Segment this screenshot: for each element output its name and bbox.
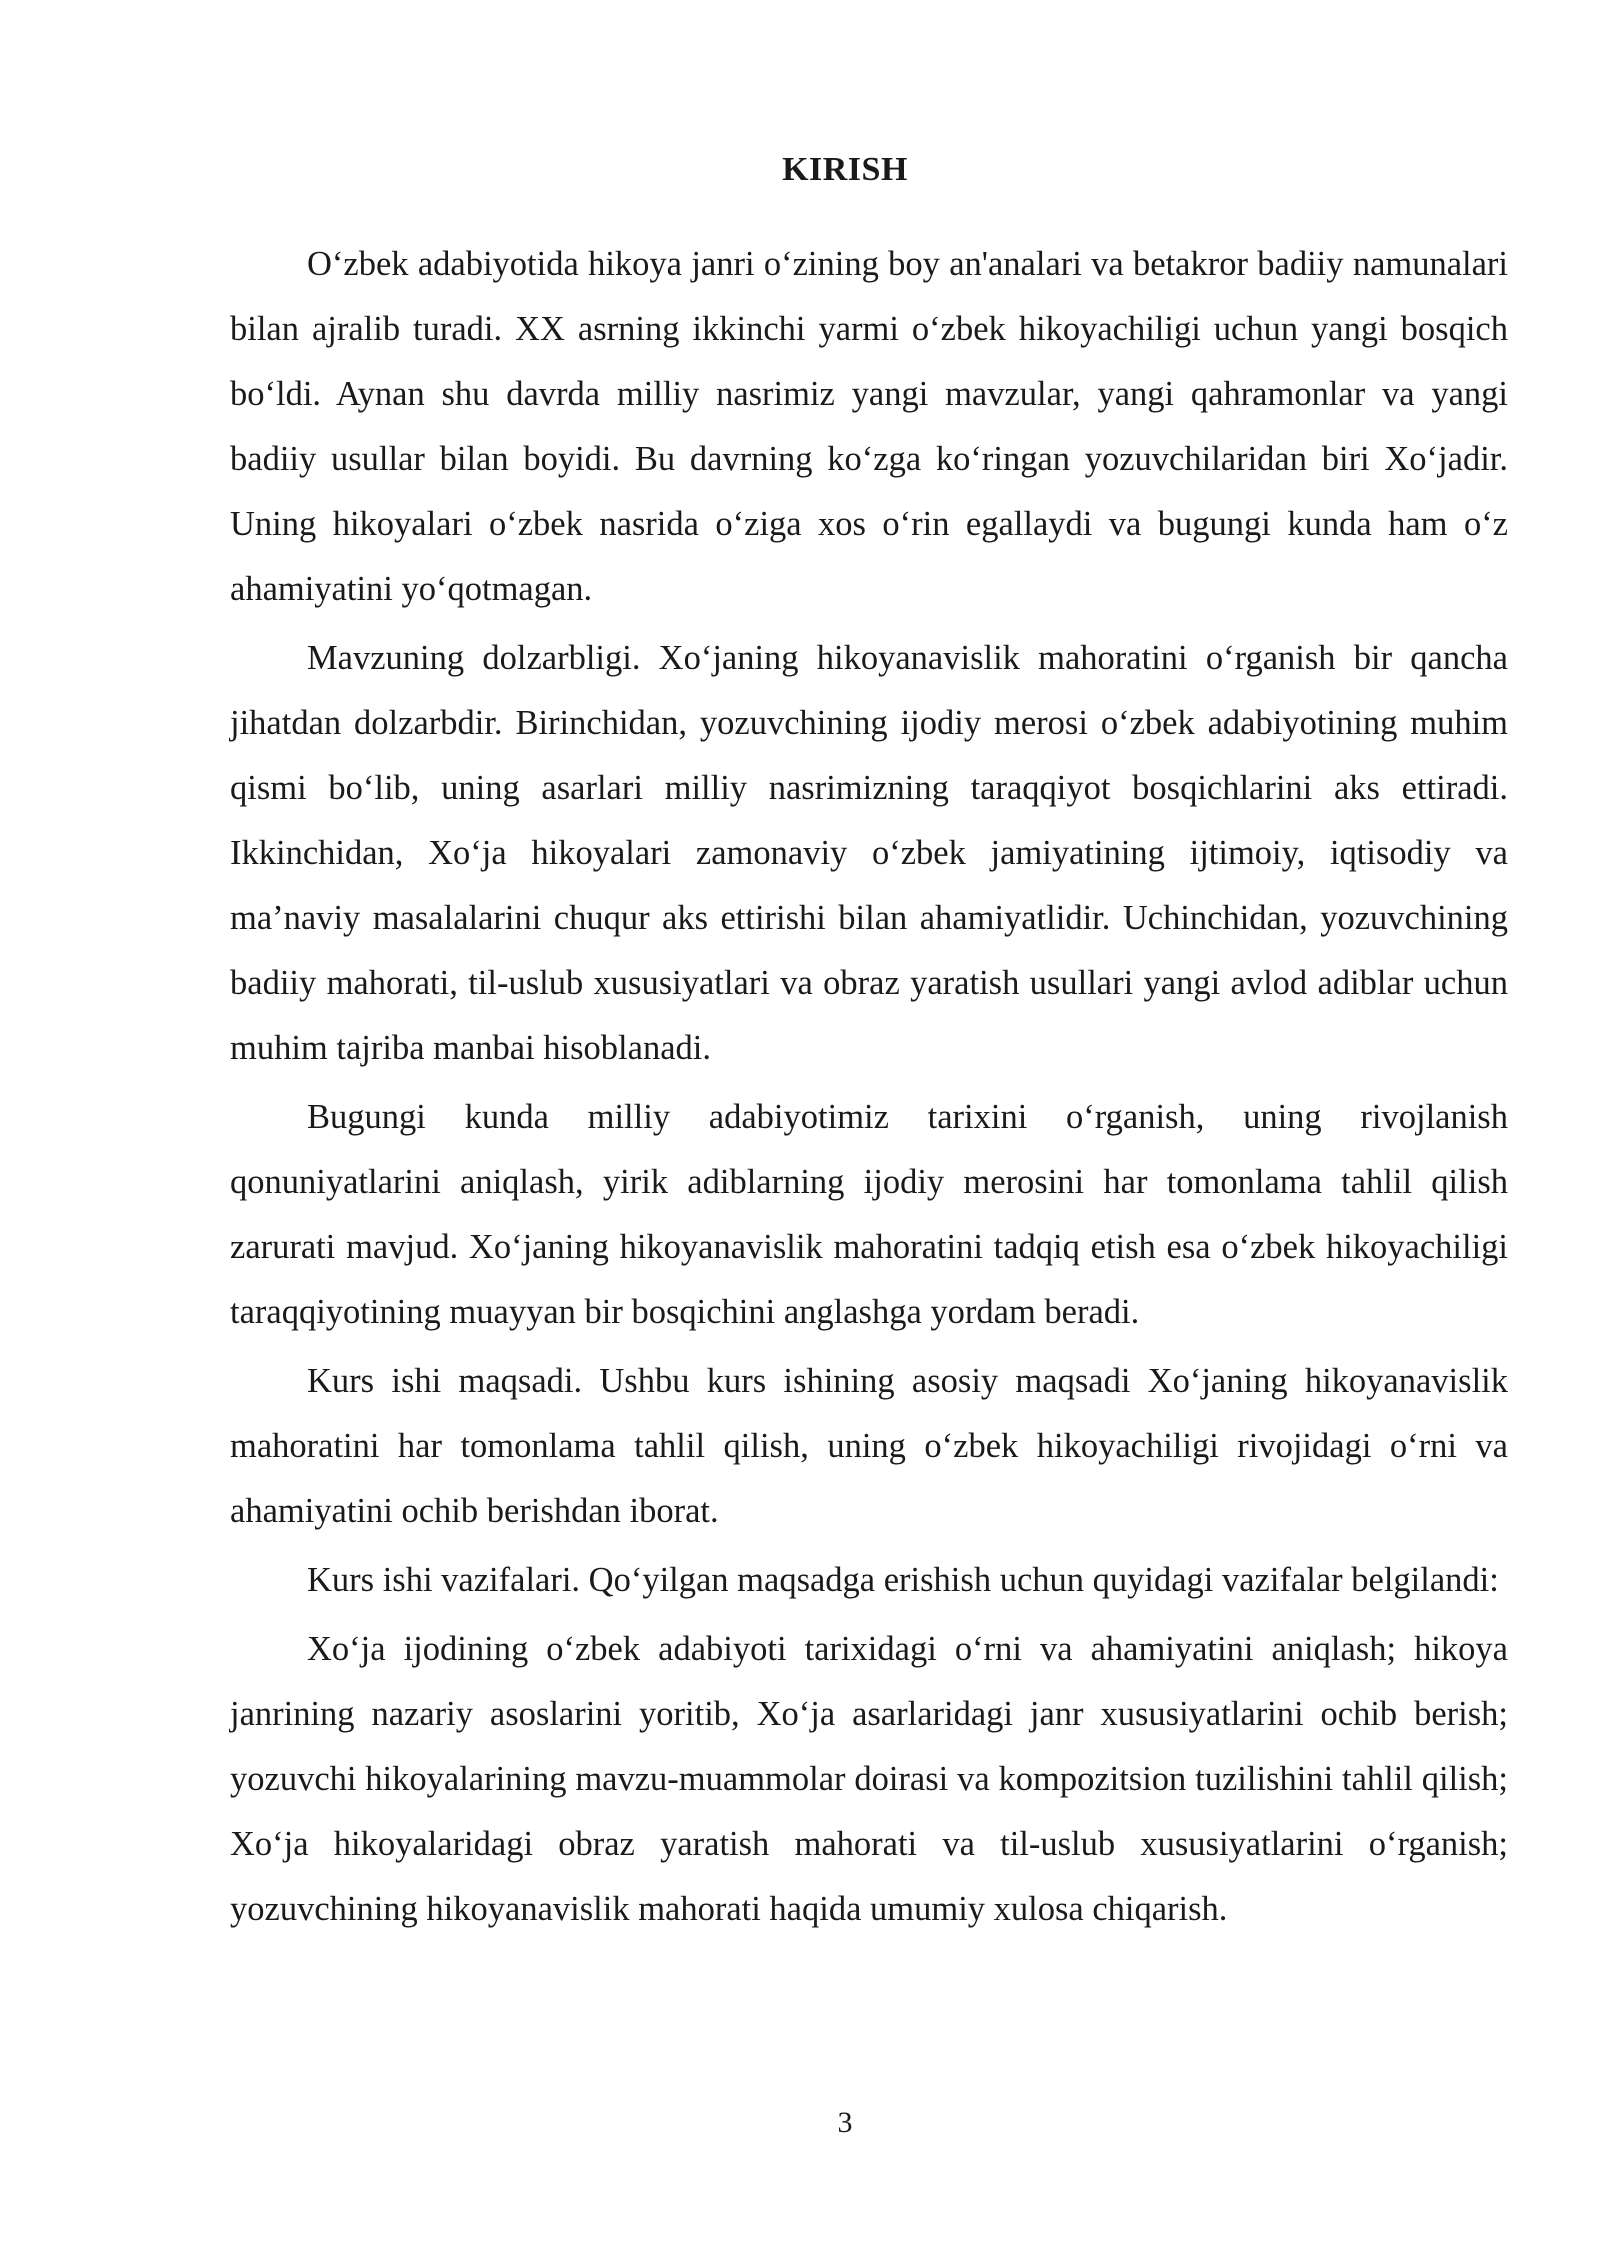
paragraph-goal: Kurs ishi maqsadi. Ushbu kurs ishining asosiy maqsadi Xo‘janing hikoyanavislik mahoratini har tomonlama tahlil qilish, uning o‘zbek hikoyachiligi rivojidagi o‘rni va ahamiyatini ochib berishdan iborat. <box>230 1362 1508 1530</box>
page-number: 3 <box>837 2106 853 2139</box>
body-text <box>230 232 1508 1946</box>
section-title: KIRISH <box>782 151 908 188</box>
paragraph-relevance: Mavzuning dolzarbligi. Xo‘janing hikoyanavislik mahoratini o‘rganish bir qancha jihatdan dolzarbdir. Birinchidan, yozuvchining ijodiy merosi o‘zbek adabiyotining muhim qismi bo‘lib, uning asarlari milliy nasrimizning taraqqiyot bosqichlarini aks ettiradi. Ikkinchidan, Xo‘ja hikoyalari zamonaviy o‘zbek jamiyatining ijtimoiy, iqtisodiy va ma’naviy masalalarini chuqur aks ettirishi bilan ahamiyatlidir. Uchinchidan, yozuvchining badiiy mahorati, til-uslub xususiyatlari va obraz yaratish usullari yangi avlod adiblar uchun muhim tajriba manbai hisoblanadi. <box>230 639 1508 1067</box>
paragraph-tasks-list: Xo‘ja ijodining o‘zbek adabiyoti tarixidagi o‘rni va ahamiyatini aniqlash; hikoya janrining nazariy asoslarini yoritib, Xo‘ja asarlaridagi janr xususiyatlarini ochib berish; yozuvchi hikoyalarining mavzu-muammolar doirasi va kompozitsion tuzilishini tahlil qilish; Xo‘ja hikoyalaridagi obraz yaratish mahorati va til-uslub xususiyatlarini o‘rganish; yozuvchining hikoyanavislik mahorati haqida umumiy xulosa chiqarish. <box>230 1630 1508 1928</box>
paragraph-introduction: O‘zbek adabiyotida hikoya janri o‘zining boy an'analari va betakror badiiy namunalari bilan ajralib turadi. XX asrning ikkinchi yarmi o‘zbek hikoyachiligi uchun yangi bosqich bo‘ldi. Aynan shu davrda milliy nasrimiz yangi mavzular, yangi qahramonlar va yangi badiiy usullar bilan boyidi. Bu davrning ko‘zga ko‘ringan yozuvchilaridan biri Xo‘jadir. Uning hikoyalari o‘zbek nasrida o‘ziga xos o‘rin egallaydi va bugungi kunda ham o‘z ahamiyatini yo‘qotmagan. <box>230 245 1508 608</box>
paragraph-tasks-heading: Kurs ishi vazifalari. Qo‘yilgan maqsadga erishish uchun quyidagi vazifalar belgilandi: <box>307 1561 1499 1599</box>
paragraph-current-need: Bugungi kunda milliy adabiyotimiz tarixini o‘rganish, uning rivojlanish qonuniyatlarini aniqlash, yirik adiblarning ijodiy merosini har tomonlama tahlil qilish zarurati mavjud. Xo‘janing hikoyanavislik mahoratini tadqiq etish esa o‘zbek hikoyachiligi taraqqiyotining muayyan bir bosqichini anglashga yordam beradi. <box>230 1098 1508 1331</box>
